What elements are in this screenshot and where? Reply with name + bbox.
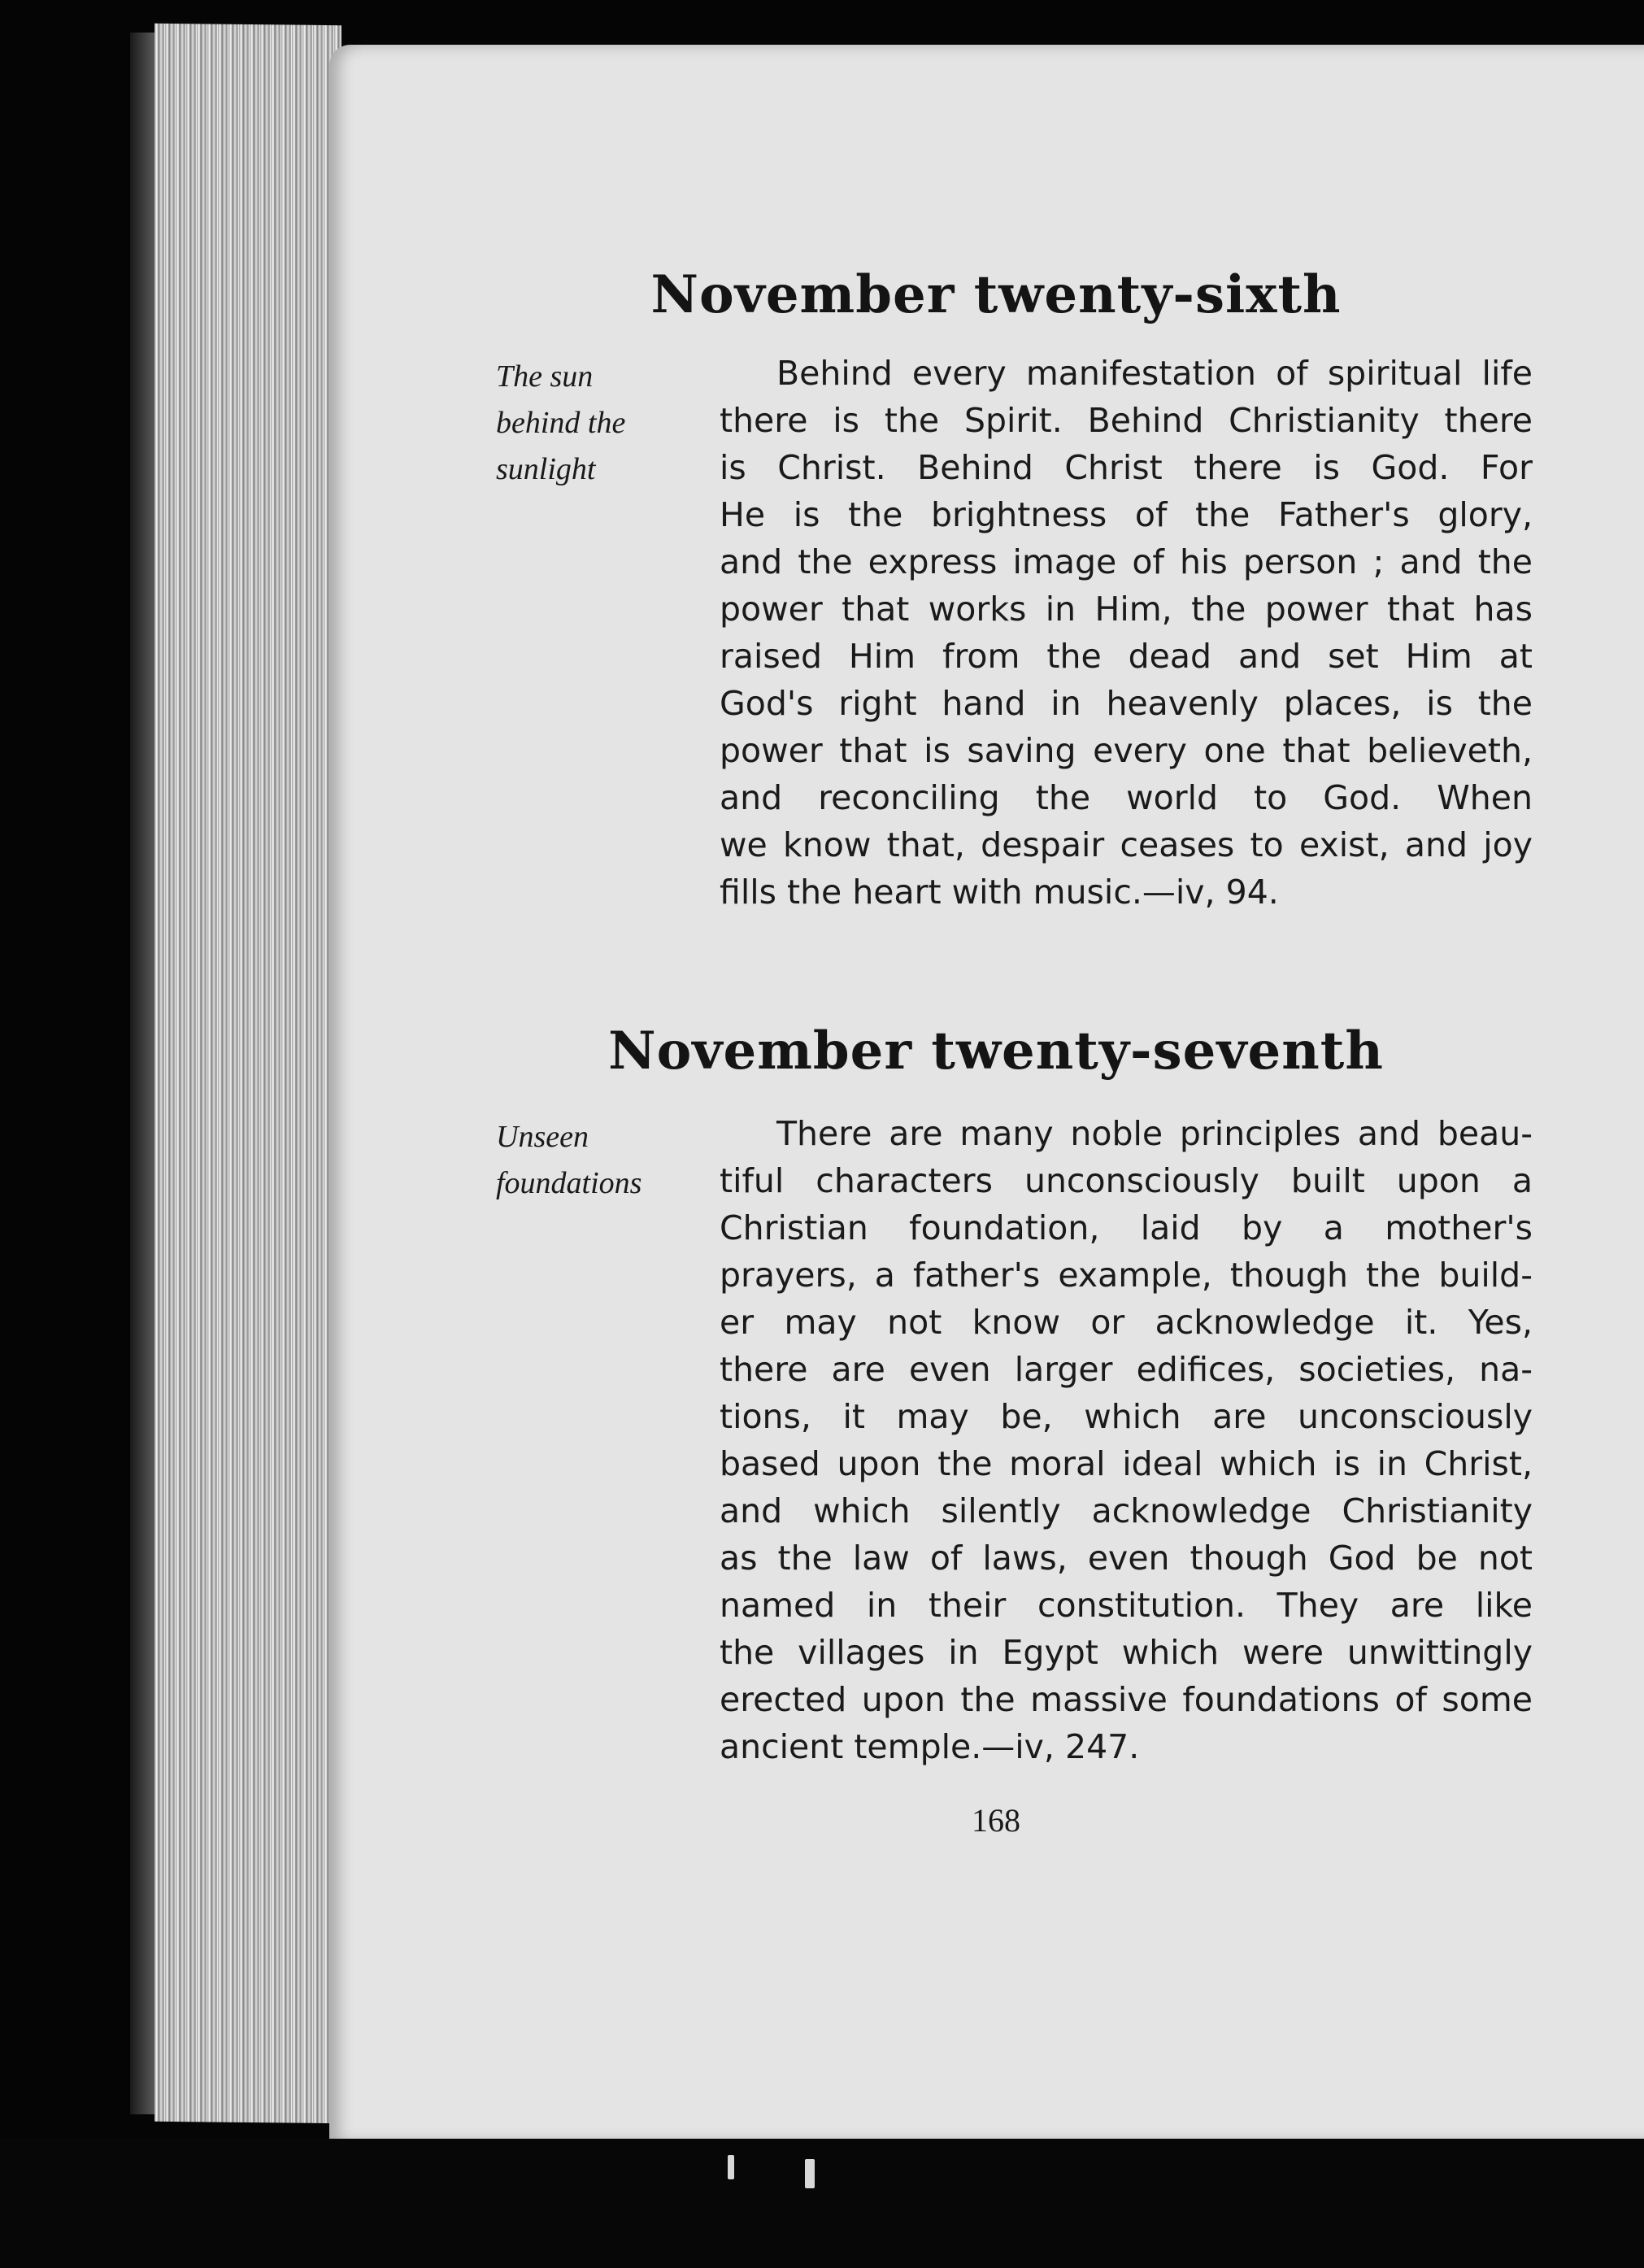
margin-note-1 <box>496 354 625 493</box>
entry-body-2 <box>720 1110 1533 1770</box>
body-line: based upon the moral ideal which is in Christ, <box>720 1444 1533 1483</box>
body-line: tiful characters unconsciously built upon a <box>720 1161 1533 1200</box>
body-line: Christian foundation, laid by a mother's <box>720 1208 1533 1247</box>
body-line: there is the Spirit. Behind Christianity there <box>720 401 1533 440</box>
body-line: power that is saving every one that believeth, <box>720 731 1533 770</box>
page-number: 168 <box>972 1802 1020 1839</box>
body-line: fills the heart with music.—iv, 94. <box>720 873 1279 912</box>
body-line: power that works in Him, the power that has <box>720 590 1533 629</box>
dust-speck <box>728 2155 734 2179</box>
page-edges <box>154 24 341 2123</box>
dust-speck <box>805 2159 815 2188</box>
margin-note-2 <box>496 1114 642 1207</box>
body-line: there are even larger edifices, societies, na- <box>720 1350 1533 1389</box>
body-line: tions, it may be, which are unconsciously <box>720 1397 1533 1436</box>
book-page <box>329 45 1644 2143</box>
margin-note-line: foundations <box>496 1166 642 1200</box>
body-line: the villages in Egypt which were unwittingly <box>720 1633 1533 1672</box>
entry-body-1 <box>720 350 1533 916</box>
body-line: God's right hand in heavenly places, is the <box>720 684 1533 723</box>
body-line: Behind every manifestation of spiritual life <box>776 354 1533 393</box>
body-line: is Christ. Behind Christ there is God. For <box>720 448 1533 487</box>
margin-note-line: Unseen <box>496 1120 589 1154</box>
entry-heading-1: November twenty-sixth <box>650 264 1342 325</box>
body-line: named in their constitution. They are like <box>720 1586 1533 1625</box>
body-line: He is the brightness of the Father's glory, <box>720 495 1533 534</box>
entry-heading-2: November twenty-seventh <box>608 1021 1384 1082</box>
body-line: raised Him from the dead and set Him at <box>720 637 1533 676</box>
bottom-strip <box>0 2139 1644 2268</box>
margin-note-line: The sun <box>496 359 594 394</box>
body-line: There are many noble principles and beau- <box>776 1114 1533 1153</box>
body-line: we know that, despair ceases to exist, and joy <box>720 825 1533 864</box>
body-line: erected upon the massive foundations of some <box>720 1680 1533 1719</box>
margin-note-line: behind the <box>496 406 626 440</box>
body-line: as the law of laws, even though God be not <box>720 1539 1533 1578</box>
body-line: er may not know or acknowledge it. Yes, <box>720 1303 1533 1342</box>
body-line: and reconciling the world to God. When <box>720 778 1533 817</box>
body-line: ancient temple.—iv, 247. <box>720 1727 1140 1766</box>
body-line: prayers, a father's example, though the build- <box>720 1256 1533 1295</box>
body-line: and which silently acknowledge Christianity <box>720 1491 1533 1530</box>
body-line: and the express image of his person ; and the <box>720 542 1533 581</box>
margin-note-line: sunlight <box>496 452 596 486</box>
